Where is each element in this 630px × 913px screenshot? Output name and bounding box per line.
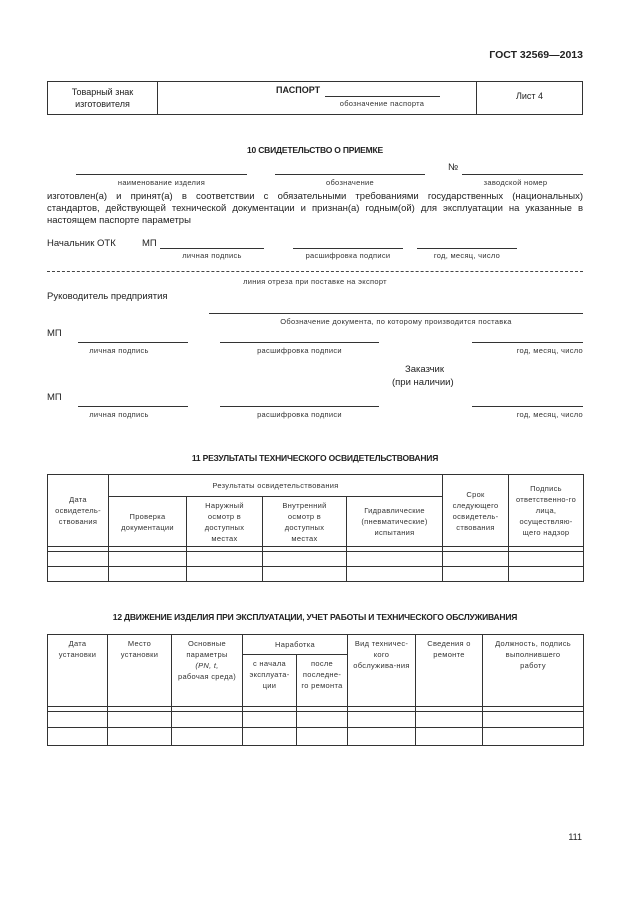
col-hydro-test: Гидравлические (пневматические) испытания [347, 497, 443, 547]
otk-signature-caption: личная подпись [182, 251, 242, 260]
director-decoding-line [220, 342, 379, 343]
col-install-date: Дата установки [48, 635, 108, 707]
main-params-line-3: рабочая среда) [177, 672, 237, 681]
director-decoding-caption: расшифровка подписи [257, 346, 342, 355]
passport-number-line [325, 96, 440, 97]
customer-decoding-caption: расшифровка подписи [257, 410, 342, 419]
cut-line [47, 271, 583, 272]
page-number: 111 [568, 832, 582, 842]
col-install-place: Место установки [108, 635, 172, 707]
col-main-params [172, 635, 243, 707]
passport-caption: обозначение паспорта [339, 99, 425, 108]
table-row [48, 728, 584, 746]
col-runtime: Наработка [243, 635, 348, 655]
otk-decoding-caption: расшифровка подписи [305, 251, 391, 260]
otk-date-line [417, 248, 517, 249]
customer-decoding-line [220, 406, 379, 407]
col-supervisor-signature: Подпись ответственно-го лица, осуществляю-щего надзор [509, 475, 584, 547]
director-date-line [472, 342, 583, 343]
customer-signature-line [78, 406, 188, 407]
col-inspection-results: Результаты освидетельствования [109, 475, 443, 497]
col-since-start: с начала эксплуата-ции [243, 655, 297, 707]
col-outer-inspection: Наружный осмотр в доступных местах [187, 497, 263, 547]
col-inner-inspection: Внутренний осмотр в доступных местах [263, 497, 347, 547]
main-params-line-1: Основные параметры [186, 639, 228, 659]
customer-date-line [472, 406, 583, 407]
passport-label: ПАСПОРТ [276, 85, 321, 95]
otk-signature-line [160, 248, 264, 249]
col-service-type: Вид техничес-кого обслужива-ния [348, 635, 416, 707]
number-sign: № [448, 162, 459, 173]
customer-date-caption: год, месяц, число [516, 410, 583, 419]
col-repair-info: Сведения о ремонте [416, 635, 483, 707]
col-performer-position: Должность, подпись выполнившего работу [483, 635, 584, 707]
director-signature-caption: личная подпись [89, 346, 149, 355]
delivery-doc-caption: Обозначение документа, по которому производится поставка [280, 317, 512, 326]
table-row [48, 552, 584, 567]
col-since-repair: после последне-го ремонта [297, 655, 348, 707]
passport-header-table [47, 81, 583, 115]
acceptance-paragraph-line-3: настоящем паспорте параметры [47, 215, 191, 226]
serial-number-line [462, 174, 583, 175]
trademark-cell: Товарный знак изготовителя [48, 82, 158, 114]
section-11-title: 11 РЕЗУЛЬТАТЫ ТЕХНИЧЕСКОГО ОСВИДЕТЕЛЬСТВОВАНИЯ [191, 453, 439, 463]
cut-line-caption: линия отреза при поставке на экспорт [243, 277, 387, 286]
operation-log-table [47, 634, 584, 746]
director-signature-line [78, 342, 188, 343]
designation-caption: обозначение [325, 178, 375, 187]
section-10-title: 10 СВИДЕТЕЛЬСТВО О ПРИЕМКЕ [247, 145, 383, 155]
otk-date-caption: год, месяц, число [433, 251, 501, 260]
main-params-line-2: (PN, t, [195, 661, 219, 670]
otk-stamp-label: МП [142, 238, 157, 249]
serial-number-caption: заводской номер [483, 178, 548, 187]
inspection-results-table [47, 474, 584, 582]
designation-line [275, 174, 425, 175]
product-name-line [76, 174, 247, 175]
director-stamp-label: МП [47, 328, 62, 339]
acceptance-paragraph-line-2: стандартов, действующей технической документации и признан(а) годным(ой) для эксплуатации на указанные в [47, 203, 583, 214]
customer-if-any: (при наличии) [392, 377, 454, 388]
delivery-doc-line [209, 313, 583, 314]
table-row [48, 567, 584, 582]
standard-number: ГОСТ 32569—2013 [489, 49, 583, 61]
customer-signature-caption: личная подпись [89, 410, 149, 419]
director-label: Руководитель предприятия [47, 291, 168, 302]
otk-head-label: Начальник ОТК [47, 238, 116, 249]
customer-label: Заказчик [405, 364, 445, 375]
director-date-caption: год, месяц, число [516, 346, 583, 355]
col-doc-check: Проверка документации [109, 497, 187, 547]
col-inspection-date: Дата освидетель-ствования [48, 475, 109, 547]
acceptance-paragraph-line-1: изготовлен(а) и принят(а) в соответствии с обязательными требованиями государственных (национальных) [47, 191, 583, 202]
section-12-title: 12 ДВИЖЕНИЕ ИЗДЕЛИЯ ПРИ ЭКСПЛУАТАЦИИ, УЧЕТ РАБОТЫ И ТЕХНИЧЕСКОГО ОБСЛУЖИВАНИЯ [112, 612, 518, 622]
col-next-inspection: Срок следующего освидетель-ствования [443, 475, 509, 547]
customer-stamp-label: МП [47, 392, 62, 403]
product-name-caption: наименование изделия [117, 178, 206, 187]
otk-decoding-line [293, 248, 403, 249]
table-row [48, 712, 584, 728]
sheet-cell: Лист 4 [476, 82, 582, 114]
